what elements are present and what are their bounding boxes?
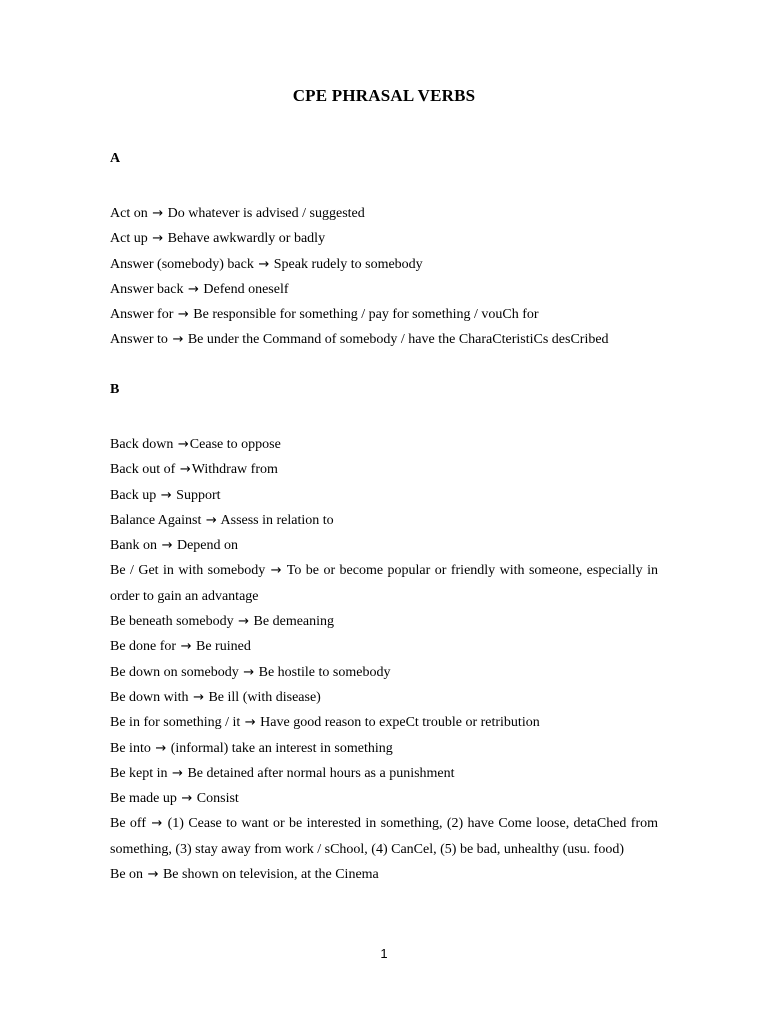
entry-term: Be off	[110, 816, 151, 832]
arrow-right-icon: →	[179, 462, 191, 478]
entry-term: Be in for something / it	[110, 715, 244, 731]
phrasal-verb-entry	[110, 483, 658, 508]
entry-definition: Be hostile to somebody	[255, 664, 391, 680]
entry-definition: Be ruined	[192, 639, 251, 655]
phrasal-verb-entry	[110, 660, 658, 685]
entry-definition: (1) Cease to want or be interested in something, (2) have Come loose, detaChed from something, (3) stay away from work / sChool, (4) CanCel, (5) be bad, unhealthy (usu. food)	[110, 816, 659, 857]
phrasal-verb-entry	[110, 432, 658, 457]
entry-term: Be down on somebody	[110, 664, 243, 680]
entry-definition: Do whatever is advised / suggested	[164, 206, 365, 221]
arrow-right-icon: →	[177, 307, 189, 323]
entry-term: Back down	[110, 437, 177, 452]
entry-definition: Consist	[193, 791, 239, 807]
entry-definition: Be responsible for something / pay for something / vouCh for	[189, 307, 539, 323]
phrasal-verb-entry	[110, 862, 658, 887]
entry-term: Act on	[110, 206, 152, 221]
entry-definition: Depend on	[173, 538, 239, 554]
phrasal-verb-entry	[110, 558, 658, 609]
arrow-right-icon: →	[147, 867, 159, 883]
arrow-right-icon: →	[152, 231, 164, 247]
entry-definition: (informal) take an interest in something	[167, 740, 393, 756]
arrow-right-icon: →	[161, 538, 173, 554]
document-title: CPE PHRASAL VERBS	[292, 86, 476, 105]
entry-definition: Assess in relation to	[217, 512, 334, 528]
entry-definition: To be or become popular or friendly with someone, especially in order to gain an advantage	[110, 563, 658, 604]
phrasal-verb-entry	[110, 736, 658, 761]
phrasal-verb-entry	[110, 685, 658, 710]
phrasal-verb-entry	[110, 302, 658, 327]
arrow-right-icon: →	[181, 791, 193, 807]
arrow-right-icon: →	[172, 332, 184, 348]
phrasal-verb-entry	[110, 786, 658, 811]
arrow-right-icon: →	[180, 639, 192, 655]
arrow-right-icon: →	[155, 740, 167, 756]
phrasal-verb-entry	[110, 761, 658, 786]
entry-term: Be down with	[110, 689, 193, 705]
arrow-right-icon: →	[244, 715, 256, 731]
phrasal-verb-entry	[110, 457, 658, 482]
arrow-right-icon: →	[205, 512, 217, 528]
entry-term: Answer to	[110, 332, 172, 348]
phrasal-verb-entry	[110, 327, 658, 352]
section-a-entries	[110, 201, 658, 353]
section-letter-b: B	[110, 382, 120, 397]
arrow-right-icon: →	[193, 689, 204, 705]
entry-definition: Be ill (with disease)	[204, 689, 321, 705]
phrasal-verb-entry	[110, 811, 658, 862]
page-number: 1	[380, 946, 388, 961]
entry-term: Back out of	[110, 462, 179, 478]
entry-definition: Be detained after normal hours as a punishment	[183, 765, 455, 781]
entry-term: Act up	[110, 231, 152, 247]
entry-definition: Cease to oppose	[189, 437, 281, 452]
entry-term: Answer for	[110, 307, 177, 323]
entry-term: Balance Against	[110, 512, 205, 528]
entry-definition: Be under the Command of somebody / have the CharaCteristiCs desCribed	[184, 332, 609, 348]
arrow-right-icon: →	[270, 563, 282, 579]
arrow-right-icon: →	[177, 437, 189, 452]
arrow-right-icon: →	[172, 765, 183, 781]
phrasal-verb-entry	[110, 252, 658, 277]
phrasal-verb-entry	[110, 533, 658, 558]
arrow-right-icon: →	[187, 281, 199, 297]
phrasal-verb-entry	[110, 508, 658, 533]
section-b-entries	[110, 432, 658, 887]
entry-term: Answer (somebody) back	[110, 256, 258, 272]
arrow-right-icon: →	[238, 614, 250, 630]
entry-term: Be beneath somebody	[110, 614, 238, 630]
arrow-right-icon: →	[160, 487, 172, 503]
entry-definition: Withdraw from	[191, 462, 278, 478]
section-letter-a: A	[110, 151, 121, 166]
phrasal-verb-entry	[110, 634, 658, 659]
phrasal-verb-entry	[110, 277, 658, 302]
entry-definition: Behave awkwardly or badly	[164, 231, 326, 247]
entry-term: Be into	[110, 740, 155, 756]
entry-definition: Defend oneself	[199, 281, 289, 297]
entry-definition: Speak rudely to somebody	[270, 256, 423, 272]
entry-term: Be done for	[110, 639, 180, 655]
phrasal-verb-entry	[110, 710, 658, 735]
phrasal-verb-entry	[110, 609, 658, 634]
entry-term: Be / Get in with somebody	[110, 563, 270, 579]
entry-term: Be on	[110, 867, 147, 883]
entry-term: Be made up	[110, 791, 181, 807]
entry-definition: Be shown on television, at the Cinema	[159, 867, 379, 883]
entry-term: Bank on	[110, 538, 161, 554]
entry-definition: Have good reason to expeCt trouble or retribution	[256, 715, 540, 731]
entry-definition: Be demeaning	[250, 614, 335, 630]
entry-definition: Support	[172, 487, 221, 503]
arrow-right-icon: →	[151, 816, 163, 832]
arrow-right-icon: →	[258, 256, 270, 272]
entry-term: Be kept in	[110, 765, 172, 781]
arrow-right-icon: →	[243, 664, 255, 680]
phrasal-verb-entry	[110, 201, 658, 226]
entry-term: Back up	[110, 487, 160, 503]
arrow-right-icon: →	[152, 206, 164, 221]
phrasal-verb-entry	[110, 226, 658, 251]
entry-term: Answer back	[110, 281, 187, 297]
